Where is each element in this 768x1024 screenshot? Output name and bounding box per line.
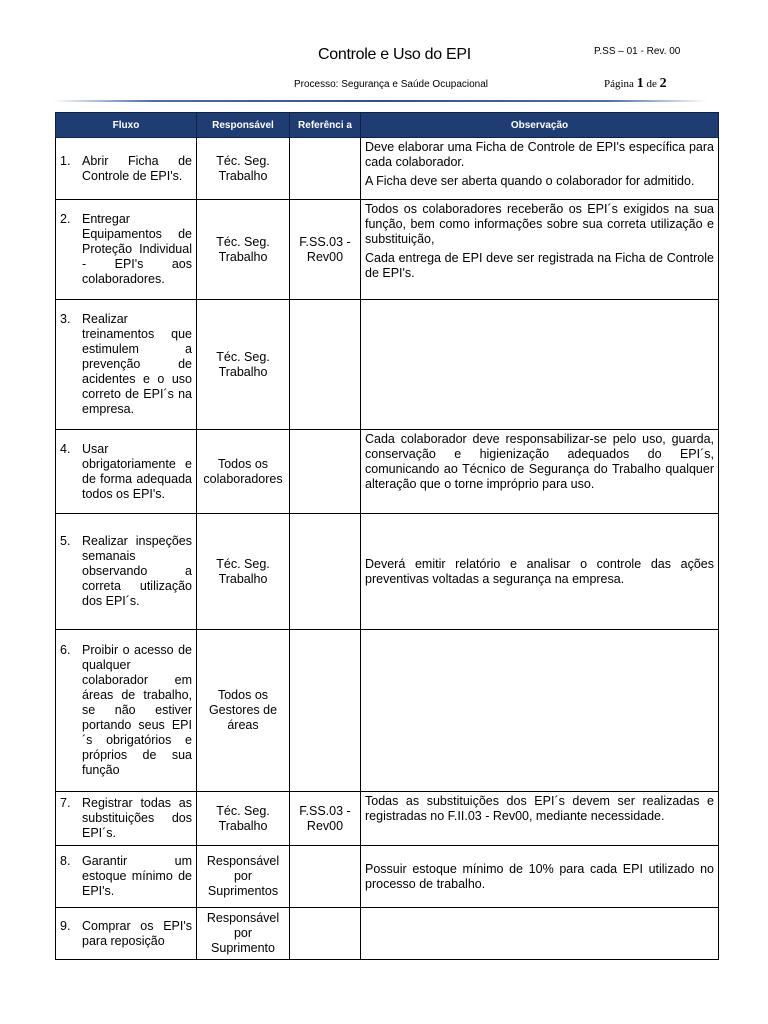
cell-referencia: [290, 300, 361, 430]
cell-observacao: [361, 514, 719, 630]
page-word: Página: [604, 78, 634, 90]
cell-referencia: [290, 138, 361, 200]
step-wrapper: [60, 796, 192, 841]
observation-paragraph: Deverá emitir relatório e analisar o controle das ações preventivas voltadas a segurança na empresa.: [365, 556, 714, 586]
cell-responsavel: Téc. Seg. Trabalho: [197, 138, 290, 200]
cell-responsavel: Téc. Seg. Trabalho: [197, 200, 290, 300]
step-text: Entregar Equipamentos de Proteção Individual - EPI's aos colaboradores.: [82, 212, 192, 286]
step-number: 4.: [60, 441, 71, 456]
cell-observacao: [361, 430, 719, 514]
table-row: [56, 514, 719, 630]
step-wrapper: [60, 312, 192, 417]
cell-referencia: [290, 846, 361, 908]
step-wrapper: [60, 854, 192, 899]
cell-referencia: [290, 514, 361, 630]
cell-fluxo: [56, 200, 197, 300]
step-wrapper: [60, 442, 192, 502]
step-number: 1.: [60, 153, 71, 168]
step-text: Registrar todas as substituições dos EPI´s.: [82, 796, 192, 840]
step-text: Realizar treinamentos que estimulem a prevenção de acidentes e o uso correto de EPI´s na empresa.: [82, 312, 192, 416]
page-indicator: [604, 76, 667, 92]
table-row: [56, 630, 719, 792]
observation-paragraph: Deve elaborar uma Ficha de Controle de EPI's específica para cada colaborador.: [365, 140, 714, 169]
cell-referencia: F.SS.03 - Rev00: [290, 792, 361, 846]
step-number: 6.: [60, 643, 71, 657]
cell-observacao: [361, 792, 719, 846]
cell-observacao: [361, 300, 719, 430]
cell-referencia: F.SS.03 - Rev00: [290, 200, 361, 300]
cell-fluxo: [56, 514, 197, 630]
step-number: 3.: [60, 312, 71, 326]
step-number: 8.: [60, 854, 71, 868]
step-number: 2.: [60, 212, 71, 226]
cell-responsavel: Responsável por Suprimento: [197, 908, 290, 960]
cell-fluxo: [56, 630, 197, 792]
cell-observacao: [361, 846, 719, 908]
page-current: 1: [636, 76, 644, 91]
step-text: Abrir Ficha de Controle de EPI's.: [82, 153, 192, 183]
cell-observacao: [361, 200, 719, 300]
observation-paragraph: Possuir estoque mínimo de 10% para cada EPI utilizado no processo de trabalho.: [365, 861, 714, 891]
observation-paragraph: Cada entrega de EPI deve ser registrada na Ficha de Controle de EPI's.: [365, 251, 714, 280]
step-text: Garantir um estoque mínimo de EPI's.: [82, 854, 192, 898]
page-of: de: [646, 78, 657, 90]
table-row: [56, 430, 719, 514]
cell-responsavel: Téc. Seg. Trabalho: [197, 300, 290, 430]
observation-paragraph: Cada colaborador deve responsabilizar-se pelo uso, guarda, conservação e higienização adequados do EPI´s, comunicando ao Técnico de Segurança do Trabalho qualquer alteração que o torne impróprio para uso.: [365, 432, 714, 491]
table-row: [56, 300, 719, 430]
step-number: 5.: [60, 534, 71, 548]
cell-observacao: [361, 630, 719, 792]
column-header-observacao: Observação: [361, 113, 719, 138]
step-text: Realizar inspeções semanais observando a correta utilização dos EPI´s.: [82, 534, 192, 608]
step-number: 9.: [60, 918, 71, 933]
cell-fluxo: [56, 846, 197, 908]
step-text: Comprar os EPI's para reposição: [82, 918, 192, 948]
cell-fluxo: [56, 300, 197, 430]
table-row: [56, 846, 719, 908]
cell-referencia: [290, 908, 361, 960]
observation-paragraph: A Ficha deve ser aberta quando o colaborador for admitido.: [365, 174, 695, 188]
cell-referencia: [290, 430, 361, 514]
header-divider: [52, 100, 708, 102]
cell-responsavel: Todos os Gestores de áreas: [197, 630, 290, 792]
step-number: 7.: [60, 796, 71, 810]
document-header: [0, 0, 768, 110]
cell-responsavel: Téc. Seg. Trabalho: [197, 514, 290, 630]
table-row: [56, 200, 719, 300]
cell-fluxo: [56, 430, 197, 514]
step-text: Usar obrigatoriamente e de forma adequada todos os EPI's.: [82, 441, 192, 501]
cell-fluxo: [56, 138, 197, 200]
observation-paragraph: Todas as substituições dos EPI´s devem ser realizadas e registradas no F.II.03 - Rev00, mediante necessidade.: [365, 794, 714, 823]
column-header-fluxo: Fluxo: [56, 113, 197, 138]
table-header-row: [56, 113, 719, 138]
cell-observacao: [361, 908, 719, 960]
table-row: [56, 908, 719, 960]
document-title: Controle e Uso do EPI: [318, 46, 471, 63]
procedure-table: [55, 112, 719, 960]
cell-responsavel: Responsável por Suprimentos: [197, 846, 290, 908]
step-wrapper: [60, 154, 192, 184]
page-total: 2: [659, 76, 667, 91]
observation-paragraph: Todos os colaboradores receberão os EPI´s exigidos na sua função, bem como informações sobre sua correta utilização e substituição,: [365, 202, 714, 246]
document-code: P.SS – 01 - Rev. 00: [594, 46, 681, 57]
step-text: Proibir o acesso de qualquer colaborador em áreas de trabalho, se não estiver portando seus EPI´s obrigatórios e próprios de sua função: [82, 643, 192, 777]
table-body: [56, 138, 719, 960]
step-wrapper: [60, 919, 192, 949]
cell-responsavel: Téc. Seg. Trabalho: [197, 792, 290, 846]
cell-responsavel: Todos os colaboradores: [197, 430, 290, 514]
step-wrapper: [60, 643, 192, 778]
table-row: [56, 138, 719, 200]
table-row: [56, 792, 719, 846]
column-header-responsavel: Responsável: [197, 113, 290, 138]
cell-observacao: [361, 138, 719, 200]
document-subtitle: Processo: Segurança e Saúde Ocupacional: [294, 79, 489, 90]
step-wrapper: [60, 212, 192, 287]
step-wrapper: [60, 534, 192, 609]
cell-referencia: [290, 630, 361, 792]
cell-fluxo: [56, 908, 197, 960]
column-header-referencia: Referênci a: [290, 113, 361, 138]
cell-fluxo: [56, 792, 197, 846]
